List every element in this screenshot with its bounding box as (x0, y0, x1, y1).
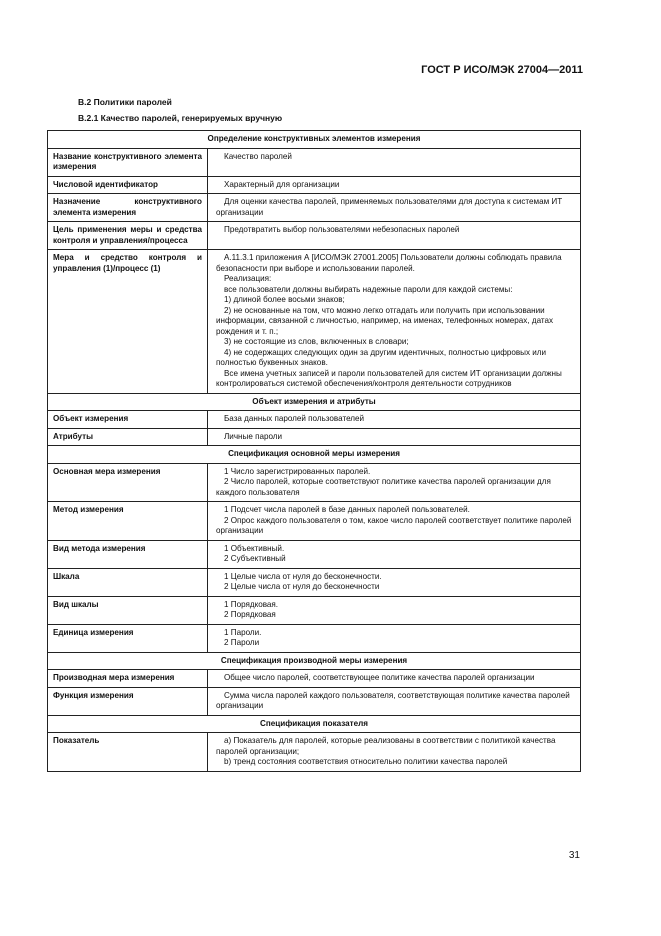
value-line: 3) не состоящие из слов, включенных в словари; (224, 337, 409, 346)
row-label (48, 502, 208, 541)
value-line: а) Показатель для паролей, которые реализованы в соответствии с политикой качества паролей организации; (216, 736, 556, 756)
row-label-text: Единица измерения (53, 627, 134, 637)
row-label (48, 411, 208, 429)
value-line: Для оценки качества паролей, применяемых пользователями для доступа к системам ИТ организации (216, 197, 563, 217)
row-label (48, 148, 208, 176)
row-value (208, 687, 581, 715)
section-heading: В.2 Политики паролей (78, 97, 172, 107)
row-label-text: Шкала (53, 571, 80, 581)
value-line: 1 Порядковая. (224, 599, 279, 609)
row-label-text: Цель применения меры и средства контроля и управления/процесса (53, 225, 202, 245)
row-label (48, 540, 208, 568)
row-label (48, 428, 208, 446)
row-value (208, 502, 581, 541)
value-line: А.11.3.1 приложения А [ИСО/МЭК 27001.2005] Пользователи должны соблюдать правила безопасности при выборе и использовании паролей. (216, 253, 562, 273)
row-value (208, 176, 581, 194)
section-header: Спецификация основной меры измерения (48, 446, 581, 464)
row-value (208, 222, 581, 250)
table-row (48, 176, 581, 194)
value-line: 1) длиной более восьми знаков; (224, 295, 345, 304)
section-header-row (48, 131, 581, 149)
row-value (208, 568, 581, 596)
row-value (208, 670, 581, 688)
table-row (48, 624, 581, 652)
value-line: 2 Целые числа от нуля до бесконечности (224, 582, 380, 591)
section-header: Спецификация показателя (48, 715, 581, 733)
row-label-text: Вид метода измерения (53, 543, 146, 553)
row-value (208, 596, 581, 624)
table-row (48, 411, 581, 429)
table-row (48, 194, 581, 222)
row-label (48, 687, 208, 715)
row-label-text: Атрибуты (53, 431, 93, 441)
row-label (48, 624, 208, 652)
table-row (48, 250, 581, 394)
value-line: 2 Опрос каждого пользователя о том, какое число паролей соответствует политике паролей организации (216, 515, 572, 535)
table-row (48, 222, 581, 250)
value-line: Сумма числа паролей каждого пользователя, соответствующая политике качества паролей организации (216, 690, 570, 710)
row-label-text: Функция измерения (53, 690, 134, 700)
row-label-text: Назначение конструктивного элемента измерения (53, 197, 202, 217)
value-line: 2) не основанные на том, что можно легко отгадать или получить при использовании информации, связанной с личностью, например, на именах, телефонных номерах, датах рождения и т. п.; (216, 305, 554, 336)
row-label (48, 670, 208, 688)
row-value (208, 250, 581, 394)
row-label (48, 176, 208, 194)
value-line: Характерный для организации (224, 179, 340, 189)
value-line: Реализация: (224, 274, 272, 283)
table-row (48, 502, 581, 541)
row-label-text: Показатель (53, 736, 100, 745)
row-label-text: Числовой идентификатор (53, 179, 158, 189)
row-label (48, 596, 208, 624)
table-row (48, 733, 581, 772)
row-label (48, 733, 208, 772)
value-line: 2 Порядковая (224, 610, 276, 619)
row-label (48, 568, 208, 596)
section-header: Спецификация производной меры измерения (48, 652, 581, 670)
value-line: 1 Объективный. (224, 543, 285, 553)
value-line: 1 Число зарегистрированных паролей. (224, 466, 371, 476)
value-line: 1 Подсчет числа паролей в базе данных паролей пользователей. (224, 505, 470, 514)
row-label-text: Название конструктивного элемента измерения (53, 151, 202, 171)
value-line: 2 Пароли (224, 638, 260, 647)
section-header-row (48, 446, 581, 464)
subsection-heading: В.2.1 Качество паролей, генерируемых вручную (78, 113, 283, 123)
row-value (208, 540, 581, 568)
value-line: Общее число паролей, соответствующее политике качества паролей организации (224, 673, 535, 682)
row-label (48, 222, 208, 250)
row-value (208, 733, 581, 772)
table-row (48, 568, 581, 596)
section-header: Объект измерения и атрибуты (48, 393, 581, 411)
value-line: 4) не содержащих следующих один за другим идентичных, полностью цифровых или полностью буквенных знаков. (216, 347, 547, 367)
row-label-text: Объект измерения (53, 414, 129, 423)
table-row (48, 596, 581, 624)
section-header-row (48, 652, 581, 670)
row-label-text: Основная мера измерения (53, 466, 161, 476)
table-row (48, 540, 581, 568)
value-line: База данных паролей пользователей (224, 414, 365, 423)
row-value (208, 148, 581, 176)
row-value (208, 428, 581, 446)
row-value (208, 624, 581, 652)
table-row (48, 148, 581, 176)
value-line: Личные пароли (224, 431, 283, 441)
table-row (48, 428, 581, 446)
row-label-text: Вид шкалы (53, 599, 99, 609)
row-label (48, 194, 208, 222)
value-line: Качество паролей (224, 151, 292, 161)
value-line: все пользователи должны выбирать надежные пароли для каждой системы: (224, 284, 513, 294)
row-value (208, 463, 581, 502)
value-line: Все имена учетных записей и пароли пользователей для систем ИТ организации должны контролироваться системой обеспечения/контроля деятельности сотрудников (216, 368, 562, 388)
row-label-text: Производная мера измерения (53, 673, 175, 682)
row-label (48, 250, 208, 394)
value-line: 2 Число паролей, которые соответствуют политике качества паролей организации для каждого пользователя (216, 477, 551, 497)
table-row (48, 463, 581, 502)
value-line: 1 Целые числа от нуля до бесконечности. (224, 571, 382, 581)
value-line: Предотвратить выбор пользователями небезопасных паролей (224, 225, 460, 234)
table-row (48, 670, 581, 688)
table-row (48, 687, 581, 715)
row-label-text: Метод измерения (53, 505, 124, 514)
row-value (208, 411, 581, 429)
section-header: Определение конструктивных элементов измерения (48, 131, 581, 149)
value-line: 2 Субъективный (224, 554, 286, 563)
row-label (48, 463, 208, 502)
document-header: ГОСТ Р ИСО/МЭК 27004—2011 (421, 64, 583, 76)
page-number: 31 (568, 850, 580, 861)
section-header-row (48, 715, 581, 733)
row-label-text: Мера и средство контроля и управления (1)/процесс (1) (53, 253, 202, 273)
value-line: 1 Пароли. (224, 627, 262, 637)
section-header-row (48, 393, 581, 411)
value-line: b) тренд состояния соответствия относительно политики качества паролей (224, 757, 508, 766)
measurement-table (47, 130, 581, 772)
row-value (208, 194, 581, 222)
